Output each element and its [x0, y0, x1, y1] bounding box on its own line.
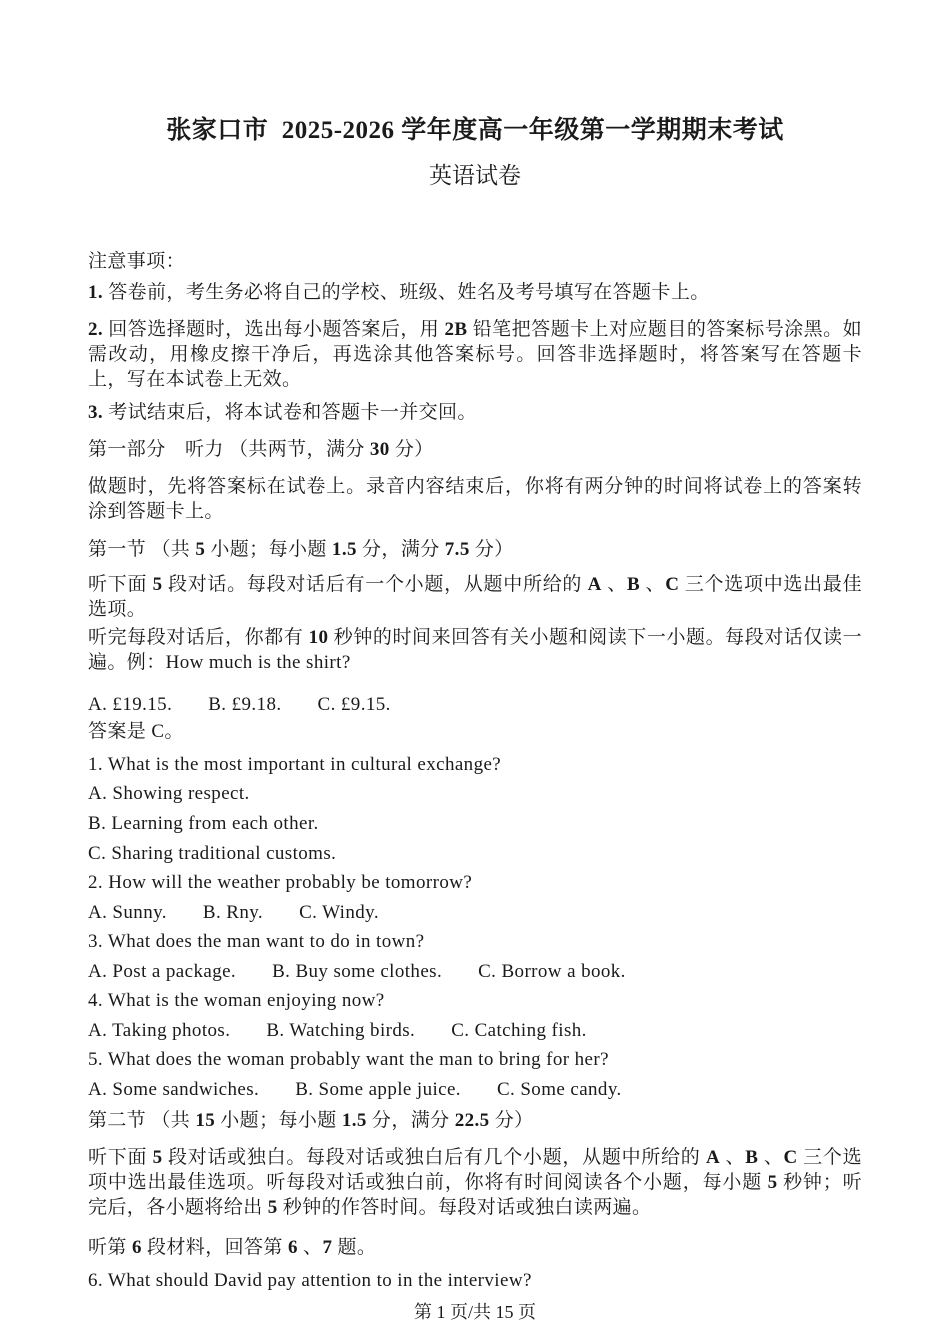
text-run: 段对话或独白。每段对话或独白后有几个小题，从题中所给的 — [162, 1147, 706, 1168]
bold-text-run: C — [783, 1147, 798, 1168]
text-run: 、 — [297, 1237, 323, 1258]
option: A. Taking photos. — [88, 1020, 231, 1041]
bold-text-run: 5 — [267, 1197, 278, 1218]
section2-heading — [88, 1108, 862, 1133]
question-4-options-row — [88, 1018, 862, 1043]
text-run: 分） — [389, 439, 434, 460]
option: B. Buy some clothes. — [272, 961, 443, 982]
text-run: 第一节 （共 — [88, 539, 196, 560]
text-run: 题。 — [332, 1237, 377, 1258]
text-run: 听下面 — [88, 1147, 153, 1168]
option: B. Watching birds. — [266, 1020, 416, 1041]
bold-text-run: 7 — [322, 1237, 333, 1258]
bold-text-run: 5 — [152, 574, 163, 595]
page-footer — [0, 1302, 950, 1322]
bold-text-run: 2. — [88, 319, 104, 340]
text-run: 三个选项中选出最佳选项。听每段对话或独白前，你将有时间阅读各个小题，每小题 — [88, 1147, 862, 1193]
option: C. £9.15. — [317, 694, 391, 715]
bold-text-run: 7.5 — [444, 539, 470, 560]
text-run: 、 — [640, 574, 666, 595]
text-run: 小题；每小题 — [215, 1110, 342, 1131]
material-6-note — [88, 1235, 862, 1260]
bold-text-run: 10 — [308, 627, 329, 648]
bold-text-run: 2B — [444, 319, 468, 340]
question-1-option-a: A. Showing respect. — [88, 783, 250, 804]
page-number: 第 1 页/共 15 页 — [413, 1302, 536, 1322]
option: A. Sunny. — [88, 902, 167, 923]
text-run: 第一部分 听力 （共两节，满分 — [88, 439, 370, 460]
bold-text-run: A — [587, 574, 602, 595]
text-run: 听完每段对话后，你都有 — [88, 627, 309, 648]
question-3-options-row — [88, 959, 862, 984]
bold-text-run: 6 — [131, 1237, 142, 1258]
option: B. Some apple juice. — [295, 1079, 461, 1100]
text-run: 段对话。每段对话后有一个小题，从题中所给的 — [162, 574, 588, 595]
text-run: 答卷前，考生务必将自己的学校、班级、姓名及考号填写在答题卡上。 — [103, 282, 710, 303]
text-run: 秒钟的时间来回答有关小题和阅读下一小题。每段对话仅读一遍。例：How much is the shirt? — [88, 627, 862, 673]
bold-text-run: 15 — [195, 1110, 216, 1131]
text-run: 段材料，回答第 — [141, 1237, 288, 1258]
option: B. Rny. — [202, 902, 264, 923]
text-run: 分） — [489, 1110, 534, 1131]
page-title: 张家口市 2025-2026 学年度高一年级第一学期期末考试 — [166, 117, 784, 144]
section1-heading — [88, 537, 862, 562]
text-run: 分） — [469, 539, 514, 560]
option: A. £19.15. — [88, 694, 173, 715]
bold-text-run: 30 — [369, 439, 390, 460]
bold-text-run: B — [626, 574, 641, 595]
text-run: 考试结束后，将本试卷和答题卡一并交回。 — [103, 402, 477, 423]
option: A. Some sandwiches. — [88, 1079, 260, 1100]
page-subtitle: 英语试卷 — [429, 163, 521, 188]
notice-item-3 — [88, 400, 862, 425]
question-1: 1. What is the most important in cultural exchange? — [88, 754, 502, 775]
text-run: 秒钟；听完后，各小题将给出 — [88, 1172, 862, 1218]
bold-text-run: 6 — [287, 1237, 298, 1258]
text-run: 、 — [720, 1147, 746, 1168]
example-answer: 答案是 C。 — [88, 721, 184, 742]
text-run: 分，满分 — [366, 1110, 455, 1131]
part1-heading — [88, 437, 862, 462]
option: C. Catching fish. — [451, 1020, 587, 1041]
text-run: 、 — [758, 1147, 784, 1168]
bold-text-run: B — [745, 1147, 759, 1168]
text-run: 分，满分 — [356, 539, 445, 560]
notice-item-2 — [88, 317, 862, 392]
text-run: 听第 — [88, 1237, 132, 1258]
bold-text-run: 22.5 — [454, 1110, 490, 1131]
option: A. Post a package. — [88, 961, 237, 982]
question-5: 5. What does the woman probably want the man to bring for her? — [88, 1049, 609, 1070]
bold-text-run: 5 — [767, 1172, 778, 1193]
question-2: 2. How will the weather probably be tomorrow? — [88, 872, 473, 893]
section1-instruction-1 — [88, 572, 862, 622]
question-4: 4. What is the woman enjoying now? — [88, 990, 385, 1011]
option: C. Windy. — [299, 902, 379, 923]
notice-heading — [88, 249, 862, 274]
bold-text-run: 5 — [195, 539, 206, 560]
text-run: 、 — [601, 574, 627, 595]
text-run: 小题；每小题 — [205, 539, 332, 560]
section1-instruction-2 — [88, 625, 862, 675]
example-options-row — [88, 692, 862, 717]
bold-text-run: 1. — [88, 282, 104, 303]
bold-text-run: 5 — [152, 1147, 163, 1168]
bold-text-run: 3. — [88, 402, 104, 423]
option: C. Borrow a book. — [478, 961, 626, 982]
text-run: 秒钟的作答时间。每段对话或独白读两遍。 — [277, 1197, 652, 1218]
text-run: 做题时，先将答案标在试卷上。录音内容结束后，你将有两分钟的时间将试卷上的答案转涂到答题卡上。 — [88, 476, 862, 522]
question-1-option-b: B. Learning from each other. — [88, 813, 319, 834]
option: C. Some candy. — [496, 1079, 622, 1100]
text-run: 第二节 （共 — [88, 1110, 196, 1131]
notice-item-1 — [88, 280, 862, 305]
bold-text-run: C — [665, 574, 680, 595]
text-run: 回答选择题时，选出每小题答案后，用 — [103, 319, 445, 340]
bold-text-run: 1.5 — [341, 1110, 367, 1131]
section2-instruction — [88, 1145, 862, 1220]
document-body — [88, 115, 862, 1293]
option: B. £9.18. — [208, 694, 282, 715]
question-6: 6. What should David pay attention to in the interview? — [88, 1270, 532, 1291]
text-run: 听下面 — [88, 574, 153, 595]
question-5-options-row — [88, 1077, 862, 1102]
bold-text-run: A — [705, 1147, 721, 1168]
text-run: 三个选项中选出最佳选项。 — [88, 574, 862, 620]
part1-instruction — [88, 474, 862, 524]
text-run: 铅笔把答题卡上对应题目的答案标号涂黑。如需改动，用橡皮擦干净后，再选涂其他答案标号。回答非选择题时，将答案写在答题卡上，写在本试卷上无效。 — [88, 319, 862, 390]
text-run: 注意事项： — [88, 251, 186, 272]
bold-text-run: 1.5 — [331, 539, 357, 560]
question-3: 3. What does the man want to do in town? — [88, 931, 425, 952]
question-2-options-row — [88, 900, 862, 925]
question-1-option-c: C. Sharing traditional customs. — [88, 843, 337, 864]
